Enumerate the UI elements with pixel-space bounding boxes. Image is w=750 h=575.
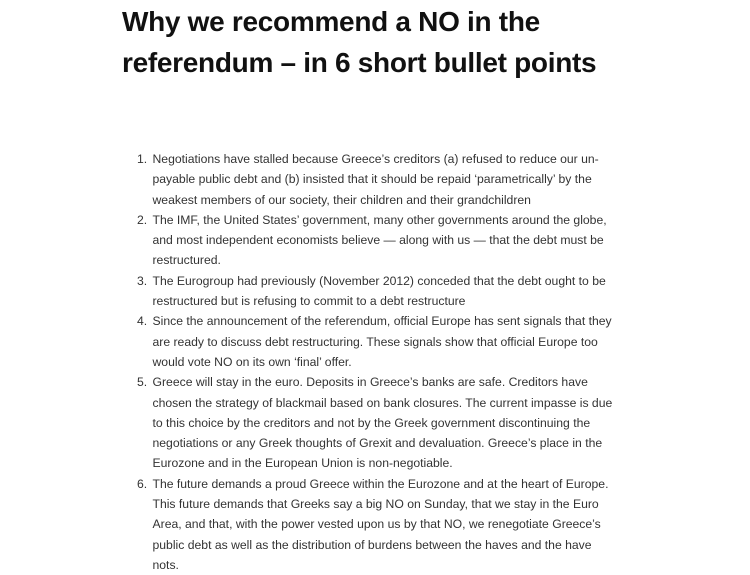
list-item-number: 6. xyxy=(137,476,148,491)
list-item-text: Negotiations have stalled because Greece’s creditors (a) refused to reduce our un-payable public debt and (b) insisted that it should be repaid ‘parametrically’ by the weakest members of our society, their children and their grandchildren xyxy=(152,152,599,207)
list-item-text: Since the announcement of the referendum, official Europe has sent signals that they are ready to discuss debt restructuring. These signals show that official Europe too would vote NO on its own ‘final’ offer. xyxy=(152,314,612,369)
list-item-text: The Eurogroup had previously (November 2012) conceded that the debt ought to be restructured but is refusing to commit to a debt restructure xyxy=(152,273,606,309)
list-item-number: 2. xyxy=(137,212,148,227)
list-item-number: 5. xyxy=(137,375,148,390)
list-item-text: Greece will stay in the euro. Deposits in Greece’s banks are safe. Creditors have chosen the strategy of blackmail based on bank closures. The current impasse is due to this choice by the creditors and not by the Greek government discontinuing the negotiations or any Greek thoughts of Grexit and devaluation. Greece’s place in the Eurozone and in the European Union is non-negotiable. xyxy=(152,375,613,471)
list-item-text: The future demands a proud Greece within the Eurozone and at the heart of Europe. This future demands that Greeks say a big NO on Sunday, that we stay in the Euro Area, and that, with the power vested upon us by that NO, we renegotiate Greece’s public debt as well as the distribution of burdens between the haves and the have nots. xyxy=(152,476,609,572)
list-item xyxy=(137,311,617,372)
list-item-number: 1. xyxy=(137,152,148,166)
list-item xyxy=(137,372,617,473)
list-item-number: 4. xyxy=(137,314,148,329)
list-item-text: The IMF, the United States’ government, many other governments around the globe, and most independent economists believe — along with us — that the debt must be restructured. xyxy=(152,212,607,268)
list-item xyxy=(137,149,617,210)
list-item xyxy=(137,271,617,312)
article-title: Why we recommend a NO in the referendum – in 6 short bullet points xyxy=(122,6,597,78)
list-item-number: 3. xyxy=(137,273,148,288)
list-item xyxy=(137,474,617,575)
list-item xyxy=(137,210,617,271)
bullet-point-list xyxy=(137,149,617,575)
